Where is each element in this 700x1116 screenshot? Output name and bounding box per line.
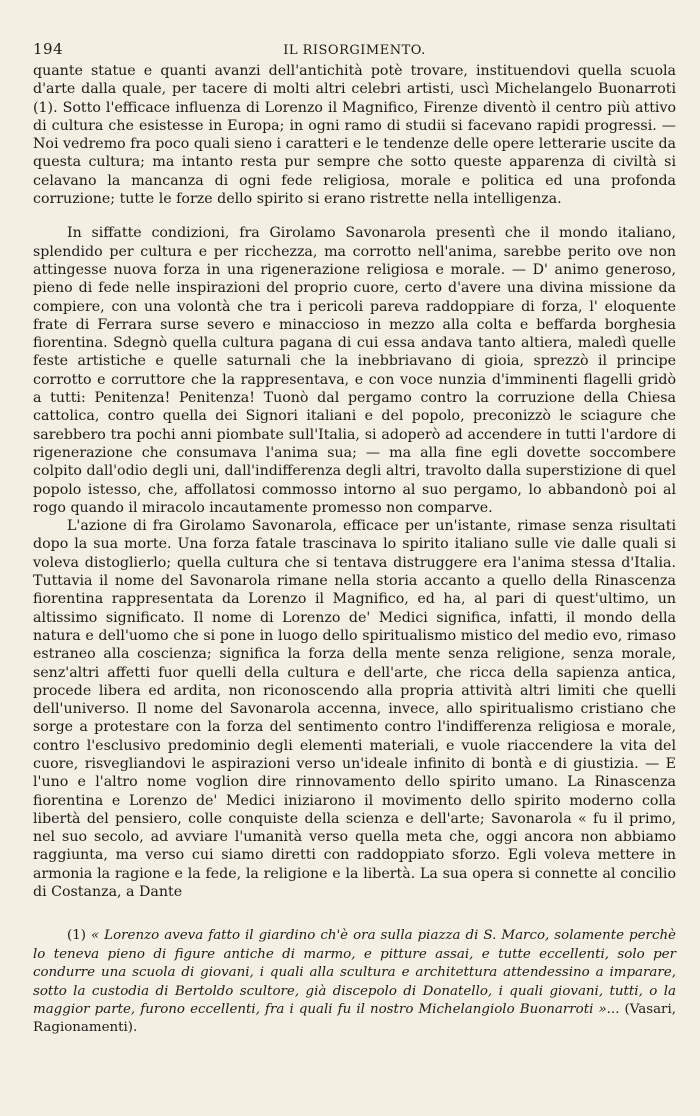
footnote — [33, 927, 676, 1037]
paragraph-savonarola: In siffatte condizioni, fra Girolamo Savonarola presentì che il mondo italiano, splendido per cultura e per ricchezza, ma corrotto nell'anima, sarebbe perito ove non attingesse nuova forza in una rigenerazione religiosa e morale. — D' animo generoso, pieno di fede nelle inspirazioni del proprio cuore, certo d'avere una divina missione da compiere, con una volontà che tra i pericoli pareva raddoppiare di forza, l' eloquente frate di Ferrara surse severo e minaccioso in mezzo alla colta e beffarda borghesia fiorentina. Sdegnò quella cultura pagana di cui essa andava tanto altiera, maledì quelle feste artistiche e quelle saturnali che la inebbriavano di gioia, sprezzò il principe corrotto e corruttore che la rappresentava, e con voce nunzia d'imminenti flagelli gridò a tutti: Penitenza! Penitenza! Tuonò dal pergamo contro la corruzione della Chiesa cattolica, contro quella dei Signori italiani e del popolo, preconizzò le sciagure che sarebbero tra pochi anni piombate sull'Italia, si adoperò ad accendere in tutti l'ardore di rigenerazione che consumava l'anima sua; — ma alla fine egli dovette soccombere colpito dall'odio degli uni, dall'indifferenza degli altri, travolto dalla superstizione di quel popolo istesso, che, affollatosi commosso intorno al suo pergamo, lo abbandonò poi al rogo quando il miracolo incautamente promesso non comparve. — [33, 225, 676, 516]
body-text — [33, 62, 676, 901]
running-title: IL RISORGIMENTO. — [283, 43, 426, 58]
running-head — [33, 40, 676, 62]
page-number: 194 — [33, 40, 64, 58]
paragraph-azione: L'azione di fra Girolamo Savonarola, efficace per un'istante, rimase senza risultati dopo la sua morte. Una forza fatale trascinava lo spirito italiano sulle vie dalle quali si voleva distoglierlo; quella cultura che si tentava distruggere era l'anima stessa d'Italia. Tuttavia il nome del Savonarola rimane nella storia accanto a quello della Rinascenza fiorentina rappresentata da Lorenzo il Magnifico, ed ha, al pari di quest'ultimo, un altissimo significato. Il nome di Lorenzo de' Medici significa, infatti, il mondo della natura e dell'uomo che si pone in luogo dello spiritualismo mistico del medio evo, rimaso estraneo alla coscienza; significa la forza della mente senza religione, senza morale, senz'altri affetti fuor quelli della cultura e dell'arte, che ricca della sapienza antica, procede libera ed ardita, non riconoscendo alla propria attività altri limiti che quelli dell'universo. Il nome del Savonarola accenna, invece, allo spiritualismo cristiano che sorge a protestare con la forza del sentimento contro l'indifferenza religiosa e morale, contro l'esclusivo predominio degli elementi materiali, e vuole riaccendere la vita del cuore, risvegliandovi le aspirazioni verso un'ideale infinito di bontà e di giustizia. — E l'uno e l'altro nome voglion dire rinnovamento dello spirito umano. La Rinascenza fiorentina e Lorenzo de' Medici iniziarono il movimento dello spirito moderno colla libertà del pensiero, colle conquiste della scienza e dell'arte; Savonarola « fu il primo, nel suo secolo, ad avviare l'umanità verso quella meta che, oggi ancora non abbiamo raggiunta, ma verso cui siamo diretti con raddoppiato sforzo. Egli voleva mettere in armonia la ragione e la fede, la religione e la libertà. La sua opera si connette al concilio di Costanza, a Dante — [33, 518, 676, 901]
footnote-text: « Lorenzo aveva fatto il giardino ch'è ora sulla piazza di S. Marco, solamente perchè lo teneva pieno di figure antiche di marmo, e pitture assai, e tutte eccellenti, solo per condurre una scuola di giovani, i quali alla scultura e architettura attendessino a imparare, sotto la custodia di Bertoldo scultore, già discepolo di Donatello, i quali giovani, tutti, o la maggior parte, furono eccellenti, fra i quali fu il nostro Michelangiolo Buonarroti »... — [33, 928, 676, 1017]
paragraph-continuation: quante statue e quanti avanzi dell'antichità potè trovare, instituendovi quella scuola d'arte dalla quale, per tacere di molti altri celebri artisti, uscì Michelangelo Buonarroti (1). Sotto l'efficace influenza di Lorenzo il Magnifico, Firenze diventò il centro più attivo di cultura che esistesse in Europa; in ogni ramo di studii si facevano rapidi progressi. — Noi vedremo fra poco quali sieno i caratteri e le tendenze delle opere letterarie uscite da questa cultura; ma intanto resta pur sempre che sotto queste apparenza di civiltà si celavano la mancanza di ogni fede religiosa, morale e politica ed una profonda corruzione; tutte le forze dello spirito si erano ristrette nella intelligenza. — [33, 63, 676, 208]
footnote-marker: (1) — [67, 928, 86, 944]
footnote-source: (Vasari, Ragionamenti). — [33, 1001, 676, 1036]
